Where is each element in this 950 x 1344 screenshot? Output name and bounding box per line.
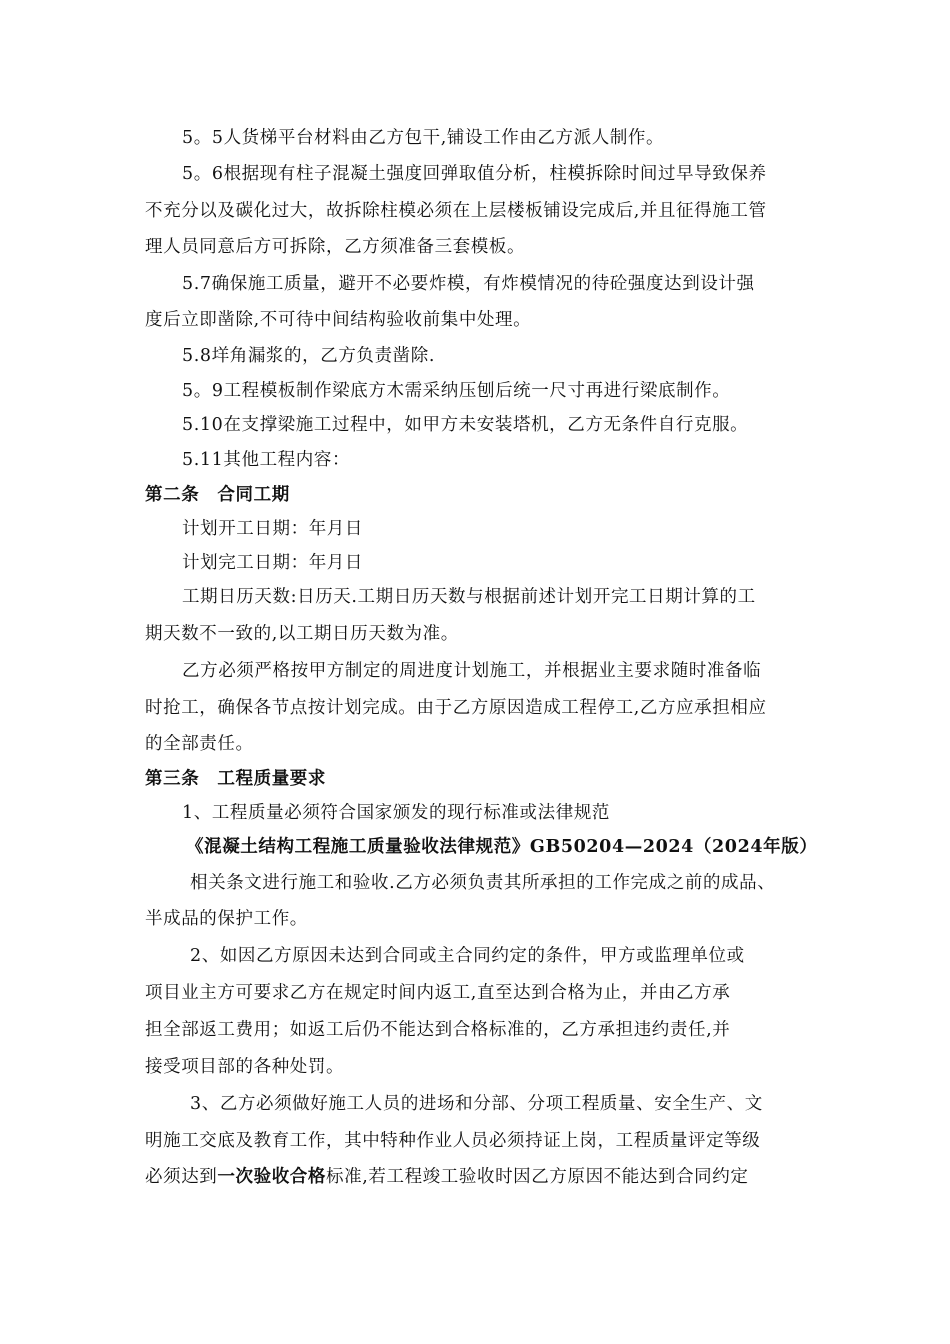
quality-item-2-line-2: 项目业主方可要求乙方在规定时间内返工,直至达到合格为止，并由乙方承	[145, 983, 731, 1003]
quality-item-2-line-3: 担全部返工费用；如返工后仍不能达到合格标准的，乙方承担违约责任,并	[145, 1020, 731, 1040]
clause-5-7-line-2: 度后立即凿除,不可待中间结构验收前集中处理。	[145, 310, 532, 330]
quality-item-3-text-a: 必须达到	[145, 1167, 218, 1187]
standard-text-line-1: 相关条文进行施工和验收.乙方必须负责其所承担的工作完成之前的成品、	[190, 873, 776, 893]
clause-5-7-line-1: 5.7确保施工质量，避开不必要炸模，有炸模情况的待砼强度达到设计强	[182, 274, 755, 294]
clause-5-6-line-3: 理人员同意后方可拆除，乙方须准备三套模板。	[145, 237, 526, 257]
clause-5-6-line-2: 不充分以及碳化过大，故拆除柱模必须在上层楼板铺设完成后,并且征得施工管	[145, 201, 767, 221]
clause-5-6-line-1: 5。6根据现有柱子混凝土强度回弹取值分析，柱模拆除时间过早导致保养	[182, 164, 767, 184]
quality-item-3-line-1: 3、乙方必须做好施工人员的进场和分部、分项工程质量、安全生产、文	[190, 1094, 763, 1114]
schedule-line-3: 的全部责任。	[145, 734, 254, 754]
clause-5-11: 5.11其他工程内容：	[182, 450, 351, 470]
quality-item-3-text-b: 标准,若工程竣工验收时因乙方原因不能达到合同约定	[326, 1167, 749, 1187]
standard-text-line-2: 半成品的保护工作。	[145, 909, 308, 929]
article-2-heading: 第二条 合同工期	[145, 485, 290, 505]
duration-line-2: 期天数不一致的,以工期日历天数为准。	[145, 624, 459, 644]
clause-5-10: 5.10在支撑梁施工过程中，如甲方未安装塔机，乙方无条件自行克服。	[182, 415, 749, 435]
planned-end-date: 计划完工日期：年月日	[182, 553, 363, 573]
quality-item-1: 1、工程质量必须符合国家颁发的现行标准或法律规范	[182, 803, 611, 823]
quality-item-2-line-1: 2、如因乙方原因未达到合同或主合同约定的条件，甲方或监理单位或	[190, 946, 745, 966]
quality-item-3-emphasis: 一次验收合格	[217, 1167, 327, 1187]
schedule-line-2: 时抢工，确保各节点按计划完成。由于乙方原因造成工程停工,乙方应承担相应	[145, 698, 767, 718]
clause-5-9: 5。9工程模板制作梁底方木需采纳压刨后统一尺寸再进行梁底制作。	[182, 381, 731, 401]
clause-5-5: 5。5人货梯平台材料由乙方包干,铺设工作由乙方派人制作。	[182, 128, 665, 148]
schedule-line-1: 乙方必须严格按甲方制定的周进度计划施工，并根据业主要求随时准备临	[182, 661, 762, 681]
duration-line-1: 工期日历天数:日历天.工期日历天数与根据前述计划开完工日期计算的工	[182, 587, 756, 607]
quality-item-2-line-4: 接受项目部的各种处罚。	[145, 1057, 345, 1077]
quality-item-3-line-3	[145, 1163, 748, 1188]
planned-start-date: 计划开工日期：年月日	[182, 519, 363, 539]
clause-5-8: 5.8垟角漏浆的，乙方负责凿除.	[182, 346, 435, 366]
standard-title: 《混凝土结构工程施工质量验收法律规范》GB50204—2024（2024年版）	[186, 837, 818, 857]
article-3-heading: 第三条 工程质量要求	[145, 769, 326, 789]
quality-item-3-line-2: 明施工交底及教育工作，其中特种作业人员必须持证上岗，工程质量评定等级	[145, 1131, 761, 1151]
